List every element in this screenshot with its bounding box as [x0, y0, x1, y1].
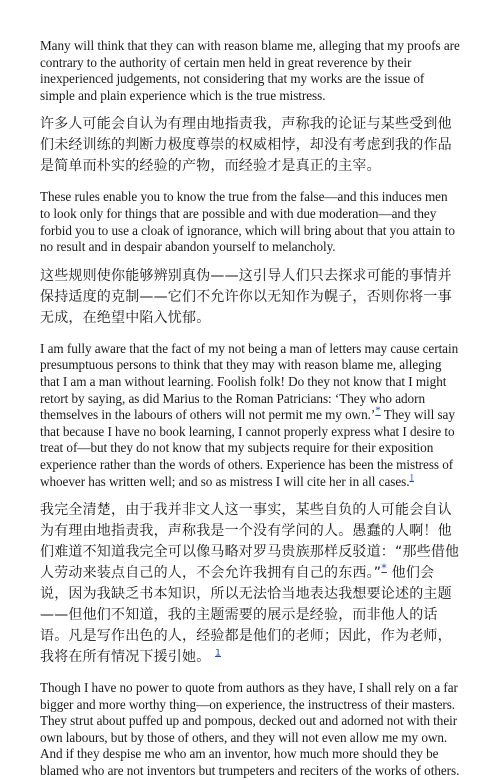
paragraph-3-chinese-part-a: 我完全清楚，由于我并非文人这一事实，某些自负的人可能会自认为有理由地指责我，声称我是一个没有学问的人。愚蠢的人啊！他们难道不知道我完全可以像马略对罗马贵族那样反驳道：“那些借他人劳动来装点自己的人，不会允许我拥有自己的东西。” [40, 502, 460, 582]
paragraph-3-english-part-a: I am fully aware that the fact of my not being a man of letters may cause certain presumptuous persons to think that they may with reason blame me, alleging that I am a man without learning. Foolish folk! Do they not know that I might retort by saying, as did Marius to the Roman Patricians: ‘They who adorn themselves in the labours of others will not permit me my own.’ [40, 340, 459, 423]
footnote-link[interactable]: 1 [409, 472, 414, 483]
paragraph-3-english [40, 341, 460, 490]
paragraph-3-chinese [40, 500, 460, 668]
note-link-chinese[interactable]: * [381, 561, 387, 575]
paragraph-4-english: Though I have no power to quote from authors as they have, I shall rely on a far bigger and more worthy thing—on experience, the instructress of their masters. They strut about puffed up and pompous, decked out and adorned not with their own labours, but by those of others, and they will not even allow me my own. And if they despise me who am an inventor, how much more should they be blamed who are not inventors but trumpeters and reciters of the works of others. [40, 680, 460, 779]
footnote-link-chinese[interactable]: 1 [215, 648, 221, 659]
note-link[interactable]: * [375, 404, 381, 417]
paragraph-3-english-part-b: They will say that because I have no book learning, I cannot properly express what I desire to treat of—but they do not know that my subjects require for their exposition experience rather than the words of others. Experience has been the mistress of whoever has written well; and so as mistress I will cite her in all cases. [40, 407, 455, 489]
paragraph-2-english: These rules enable you to know the true from the false—and this induces men to look only for things that are possible and with due moderation—and they forbid you to use a cloak of ignorance, which will bring about that you attain to no result and in despair abandon yourself to melancholy. [40, 189, 455, 255]
paragraph-1-chinese: 许多人可能会自认为有理由地指责我，声称我的论证与某些受到他们未经训练的判断力极度尊崇的权威相悖，却没有考虑到我的作品是简单而朴实的经验的产物，而经验才是真正的主宰。 [40, 116, 452, 175]
paragraph-1-english: Many will think that they can with reason blame me, alleging that my proofs are contrary to the authority of certain men held in great reverence by their inexperienced judgements, not considering that my works are the issue of simple and plain experience which is the true mistress. [40, 38, 460, 103]
paragraph-3-chinese-part-b: 他们会说，因为我缺乏书本知识，所以无法恰当地表达我想要论述的主题——但他们不知道，我的主题需要的展示是经验，而非他人的话语。凡是写作出色的人，经验都是他们的老师；因此，作为老师，我将在所有情况下援引她。 [40, 565, 452, 666]
paragraph-2-chinese: 这些规则使你能够辨别真伪——这引导人们只去探求可能的事情并保持适度的克制——它们不允许你以无知作为幌子，否则你将一事无成，在绝望中陷入忧郁。 [40, 267, 452, 326]
